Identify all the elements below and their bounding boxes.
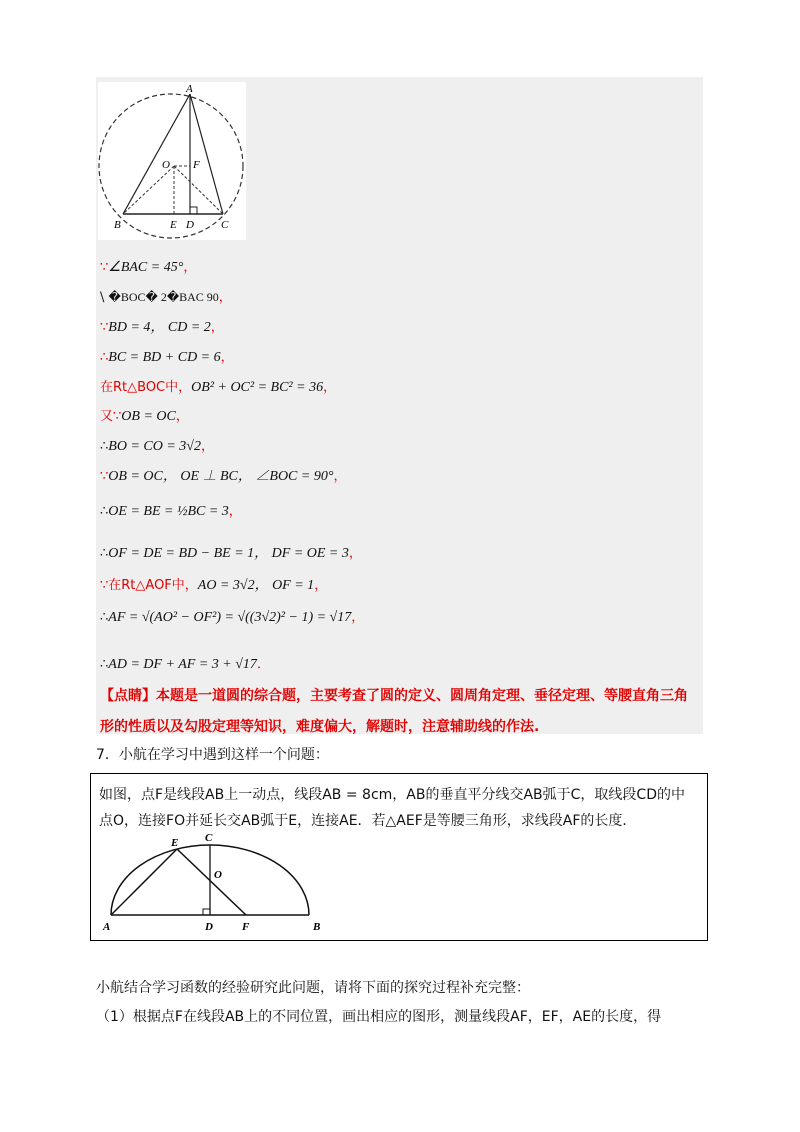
- remark-tag: 【点睛】: [100, 688, 156, 704]
- label-A: A: [186, 83, 193, 95]
- solution-line-11: ∵在Rt△AOF中，AO = 3√2， OF = 1，: [100, 578, 328, 593]
- label-B: B: [114, 219, 121, 231]
- solution-line-6: 又∵OB = OC，: [100, 409, 189, 424]
- solution-line-13: ∴AD = DF + AF = 3 + √17．: [100, 657, 270, 672]
- problem-line-2: 点O，连接FO并延长交AB弧于E，连接AE．若△AEF是等腰三角形，求线段AF的长度．: [99, 813, 637, 829]
- label-F: F: [193, 159, 200, 171]
- solution-line-1: ∵∠BAC = 45°，: [100, 260, 197, 275]
- remark-text: 本题是一道圆的综合题，主要考查了圆的定义、圆周角定理、垂径定理、等腰直角三角形的性质以及勾股定理等知识，难度偏大，解题时，注意辅助线的作法.: [100, 688, 688, 735]
- fig2-label-B: B: [313, 921, 321, 933]
- solution-line-7: ∴BO = CO = 3√2，: [100, 439, 214, 454]
- solution-line-10: ∴OF = DE = BD − BE = 1， DF = OE = 3，: [100, 546, 362, 561]
- solution-line-8: ∵OB = OC， OE ⊥ BC， ∠BOC = 90°，: [100, 469, 347, 484]
- solution-line-12: ∴AF = √(AO² − OF²) = √((3√2)² − 1) = √17，: [100, 610, 365, 625]
- paragraph-1: 小航结合学习函数的经验研究此问题，请将下面的探究过程补充完整：: [96, 980, 530, 996]
- question-7-heading: 7．小航在学习中遇到这样一个问题：: [96, 747, 329, 763]
- fig2-label-E: E: [171, 837, 179, 849]
- fig2-label-O: O: [214, 869, 222, 881]
- solution-line-2: \ �BOC� 2�BAC 90，: [100, 290, 232, 305]
- solution-line-4: ∴BC = BD + CD = 6，: [100, 350, 234, 365]
- fig2-label-F: F: [242, 921, 250, 933]
- problem-box: [90, 773, 708, 941]
- label-E: E: [170, 219, 177, 231]
- remark-paragraph: [100, 681, 700, 743]
- problem-line-1: 如图，点F是线段AB上一动点，线段AB = 8cm，AB的垂直平分线交AB弧于C，取线段CD的中: [99, 787, 685, 803]
- label-O: O: [162, 159, 170, 171]
- problem-text: [99, 782, 699, 834]
- label-C: C: [221, 219, 229, 231]
- fig2-label-C: C: [205, 832, 213, 844]
- solution-line-5: 在Rt△BOC中，OB² + OC² = BC² = 36，: [100, 380, 337, 395]
- solution-line-3: ∵BD = 4， CD = 2，: [100, 320, 224, 335]
- solution-line-9: ∴OE = BE = ½BC = 3，: [100, 504, 242, 519]
- figure-semicircle: [91, 832, 421, 940]
- figure-circle-triangle: [98, 82, 246, 240]
- paragraph-2: （1）根据点F在线段AB上的不同位置，画出相应的图形，测量线段AF，EF，AE的长度，得: [96, 1009, 662, 1025]
- fig2-label-D: D: [205, 921, 213, 933]
- label-D: D: [186, 219, 194, 231]
- fig2-label-A: A: [103, 921, 111, 933]
